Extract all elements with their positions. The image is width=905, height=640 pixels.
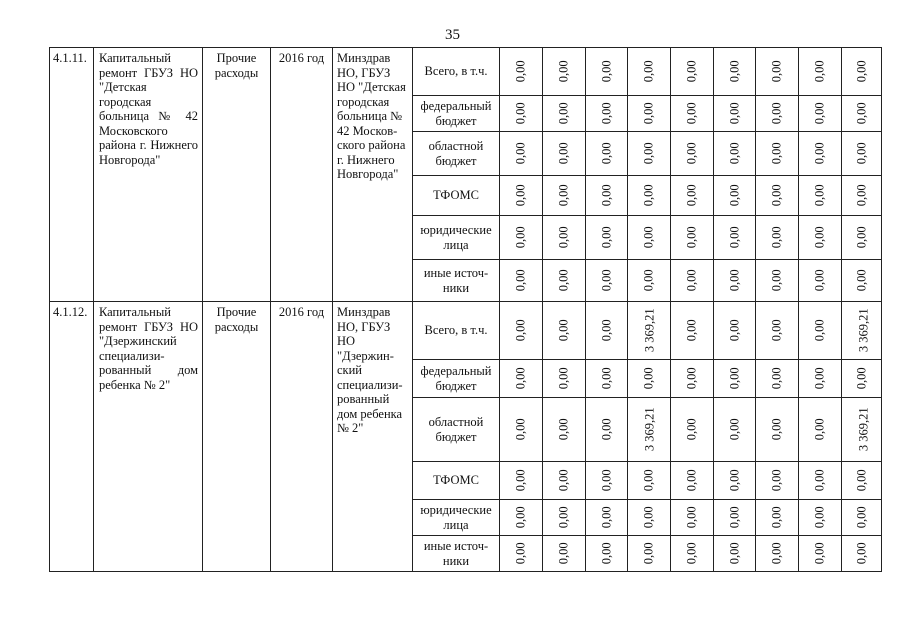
amount-value: 0,00 — [684, 60, 699, 83]
amount-value: 0,00 — [854, 226, 869, 249]
page-number: 35 — [445, 27, 460, 43]
amount-value: 0,00 — [641, 269, 656, 292]
amount-cell — [628, 48, 671, 96]
amount-cell — [628, 176, 671, 216]
amount-value: 0,00 — [769, 102, 784, 125]
amount-cell — [714, 360, 756, 398]
amount-cell — [842, 132, 882, 176]
amount-value: 0,00 — [812, 102, 827, 125]
amount-value: 0,00 — [556, 469, 571, 492]
amount-cell — [586, 398, 628, 462]
amount-value: 0,00 — [727, 142, 742, 165]
amount-cell — [842, 360, 882, 398]
amount-value: 0,00 — [599, 418, 614, 441]
amount-cell — [543, 462, 586, 500]
amount-value: 0,00 — [556, 367, 571, 390]
amount-cell — [671, 302, 714, 360]
amount-cell — [756, 462, 799, 500]
amount-value: 0,00 — [641, 60, 656, 83]
amount-value: 0,00 — [854, 269, 869, 292]
amount-cell — [586, 462, 628, 500]
amount-cell — [756, 500, 799, 536]
row-number: 4.1.12. — [50, 302, 94, 572]
amount-value: 0,00 — [513, 367, 528, 390]
activity-name: Капитальный ремонт ГБУЗ НО "Дзержинский специализи-рованный дом ребенка № 2" — [94, 302, 203, 572]
amount-value: 0,00 — [513, 226, 528, 249]
amount-value: 0,00 — [684, 418, 699, 441]
amount-value: 0,00 — [854, 102, 869, 125]
amount-cell — [799, 302, 842, 360]
amount-value: 0,00 — [641, 367, 656, 390]
amount-cell — [500, 216, 543, 260]
amount-cell — [586, 360, 628, 398]
amount-cell — [628, 360, 671, 398]
amount-value: 0,00 — [556, 319, 571, 342]
funding-source-label: Всего, в т.ч. — [413, 48, 500, 96]
table-row — [50, 48, 882, 96]
amount-cell — [799, 48, 842, 96]
amount-cell — [543, 536, 586, 572]
amount-cell — [543, 302, 586, 360]
amount-value: 0,00 — [513, 60, 528, 83]
amount-cell — [842, 216, 882, 260]
amount-cell — [628, 398, 671, 462]
funding-source-label: иные источ-ники — [413, 536, 500, 572]
amount-value: 0,00 — [769, 226, 784, 249]
amount-cell — [842, 48, 882, 96]
amount-cell — [714, 48, 756, 96]
amount-cell — [756, 536, 799, 572]
amount-value: 0,00 — [684, 269, 699, 292]
amount-value: 0,00 — [684, 319, 699, 342]
amount-cell — [714, 176, 756, 216]
amount-value: 0,00 — [727, 506, 742, 529]
amount-value: 0,00 — [641, 142, 656, 165]
amount-cell — [756, 96, 799, 132]
amount-value: 0,00 — [854, 60, 869, 83]
amount-cell — [671, 536, 714, 572]
amount-cell — [586, 48, 628, 96]
amount-value: 0,00 — [513, 418, 528, 441]
amount-cell — [500, 462, 543, 500]
amount-cell — [543, 360, 586, 398]
amount-value: 0,00 — [599, 542, 614, 565]
amount-cell — [628, 132, 671, 176]
funding-source-label: юридические лица — [413, 216, 500, 260]
row-number: 4.1.11. — [50, 48, 94, 302]
amount-cell — [756, 48, 799, 96]
amount-cell — [543, 48, 586, 96]
amount-cell — [842, 302, 882, 360]
amount-value: 0,00 — [599, 506, 614, 529]
amount-value: 0,00 — [769, 542, 784, 565]
funding-source-label: Всего, в т.ч. — [413, 302, 500, 360]
table-row — [50, 302, 882, 360]
amount-value: 0,00 — [641, 102, 656, 125]
amount-cell — [500, 96, 543, 132]
amount-cell — [714, 462, 756, 500]
amount-cell — [500, 500, 543, 536]
funding-source-label: юридические лица — [413, 500, 500, 536]
amount-cell — [799, 500, 842, 536]
amount-cell — [671, 176, 714, 216]
amount-cell — [500, 48, 543, 96]
amount-value: 0,00 — [684, 142, 699, 165]
amount-cell — [714, 536, 756, 572]
amount-cell — [714, 260, 756, 302]
amount-cell — [842, 96, 882, 132]
amount-value: 0,00 — [513, 142, 528, 165]
amount-value: 0,00 — [641, 506, 656, 529]
amount-value: 0,00 — [556, 269, 571, 292]
amount-value: 0,00 — [812, 506, 827, 529]
amount-cell — [799, 96, 842, 132]
amount-cell — [671, 260, 714, 302]
funding-source-label: ТФОМС — [413, 462, 500, 500]
amount-cell — [628, 260, 671, 302]
amount-value: 0,00 — [599, 184, 614, 207]
amount-value: 0,00 — [599, 269, 614, 292]
amount-cell — [671, 360, 714, 398]
amount-cell — [799, 260, 842, 302]
amount-cell — [714, 132, 756, 176]
funding-source-label: ТФОМС — [413, 176, 500, 216]
amount-value: 0,00 — [727, 269, 742, 292]
amount-value: 0,00 — [854, 184, 869, 207]
amount-cell — [586, 500, 628, 536]
amount-cell — [799, 536, 842, 572]
amount-cell — [799, 462, 842, 500]
amount-value: 3 369,21 — [642, 407, 657, 452]
amount-cell — [799, 360, 842, 398]
amount-value: 0,00 — [854, 506, 869, 529]
amount-value: 0,00 — [641, 542, 656, 565]
amount-value: 0,00 — [556, 184, 571, 207]
amount-value: 0,00 — [854, 469, 869, 492]
amount-cell — [628, 216, 671, 260]
amount-value: 0,00 — [727, 367, 742, 390]
amount-cell — [543, 176, 586, 216]
amount-value: 0,00 — [556, 542, 571, 565]
amount-value: 0,00 — [513, 269, 528, 292]
amount-value: 0,00 — [812, 542, 827, 565]
amount-value: 0,00 — [769, 319, 784, 342]
amount-cell — [500, 176, 543, 216]
amount-cell — [543, 260, 586, 302]
amount-value: 0,00 — [812, 184, 827, 207]
amount-value: 0,00 — [513, 469, 528, 492]
amount-value: 0,00 — [599, 319, 614, 342]
amount-cell — [756, 176, 799, 216]
amount-cell — [799, 176, 842, 216]
amount-value: 0,00 — [769, 367, 784, 390]
amount-cell — [714, 302, 756, 360]
amount-value: 0,00 — [513, 542, 528, 565]
amount-cell — [586, 302, 628, 360]
amount-value: 0,00 — [684, 506, 699, 529]
amount-cell — [714, 398, 756, 462]
amount-value: 0,00 — [684, 542, 699, 565]
amount-value: 0,00 — [556, 506, 571, 529]
amount-cell — [799, 398, 842, 462]
amount-cell — [756, 398, 799, 462]
amount-value: 0,00 — [599, 142, 614, 165]
executor-cell: Минздрав НО, ГБУЗ НО "Детская городская больница № 42 Москов-ского района г. Нижнего Новгорода" — [333, 48, 413, 302]
amount-cell — [799, 132, 842, 176]
amount-cell — [756, 132, 799, 176]
amount-cell — [586, 176, 628, 216]
amount-cell — [586, 132, 628, 176]
amount-cell — [586, 216, 628, 260]
funding-source-label: федеральный бюджет — [413, 96, 500, 132]
amount-value: 0,00 — [556, 60, 571, 83]
amount-cell — [586, 536, 628, 572]
amount-value: 0,00 — [641, 184, 656, 207]
amount-cell — [714, 216, 756, 260]
amount-cell — [628, 462, 671, 500]
amount-value: 0,00 — [556, 418, 571, 441]
amount-value: 0,00 — [641, 469, 656, 492]
amount-cell — [586, 260, 628, 302]
amount-value: 0,00 — [812, 226, 827, 249]
amount-value: 0,00 — [769, 184, 784, 207]
amount-value: 0,00 — [727, 184, 742, 207]
amount-cell — [543, 216, 586, 260]
amount-value: 0,00 — [769, 60, 784, 83]
amount-cell — [628, 96, 671, 132]
amount-value: 0,00 — [513, 319, 528, 342]
amount-cell — [628, 302, 671, 360]
activity-name: Капитальный ремонт ГБУЗ НО "Детская городская больница № 42 Московского района г. Нижнего Новгорода" — [94, 48, 203, 302]
amount-cell — [756, 216, 799, 260]
amount-cell — [842, 260, 882, 302]
amount-value: 0,00 — [812, 60, 827, 83]
amount-value: 0,00 — [727, 60, 742, 83]
amount-value: 0,00 — [513, 506, 528, 529]
amount-value: 0,00 — [599, 226, 614, 249]
amount-value: 0,00 — [854, 367, 869, 390]
amount-value: 0,00 — [599, 102, 614, 125]
amount-cell — [671, 216, 714, 260]
amount-cell — [543, 500, 586, 536]
amount-value: 0,00 — [556, 142, 571, 165]
amount-cell — [500, 360, 543, 398]
amount-cell — [500, 536, 543, 572]
amount-value: 0,00 — [513, 102, 528, 125]
amount-value: 0,00 — [769, 506, 784, 529]
funding-source-label: иные источ-ники — [413, 260, 500, 302]
amount-cell — [714, 96, 756, 132]
amount-value: 0,00 — [812, 469, 827, 492]
amount-value: 0,00 — [727, 226, 742, 249]
amount-cell — [756, 360, 799, 398]
amount-value: 3 369,21 — [642, 308, 657, 353]
amount-value: 0,00 — [684, 226, 699, 249]
amount-value: 0,00 — [727, 418, 742, 441]
amount-value: 0,00 — [684, 469, 699, 492]
amount-cell — [756, 302, 799, 360]
amount-cell — [671, 398, 714, 462]
amount-cell — [756, 260, 799, 302]
year-cell: 2016 год — [271, 302, 333, 572]
amount-cell — [671, 462, 714, 500]
amount-value: 0,00 — [727, 319, 742, 342]
amount-cell — [500, 260, 543, 302]
amount-cell — [543, 132, 586, 176]
amount-value: 0,00 — [812, 367, 827, 390]
amount-cell — [543, 398, 586, 462]
amount-value: 0,00 — [556, 102, 571, 125]
amount-value: 0,00 — [599, 60, 614, 83]
amount-cell — [543, 96, 586, 132]
amount-value: 0,00 — [599, 469, 614, 492]
amount-cell — [628, 500, 671, 536]
funding-source-label: областной бюджет — [413, 398, 500, 462]
amount-value: 0,00 — [769, 142, 784, 165]
amount-value: 0,00 — [769, 269, 784, 292]
amount-cell — [671, 96, 714, 132]
amount-cell — [671, 48, 714, 96]
funding-source-label: федеральный бюджет — [413, 360, 500, 398]
amount-cell — [500, 302, 543, 360]
amount-cell — [671, 500, 714, 536]
expense-type: Прочие расходы — [203, 302, 271, 572]
amount-value: 0,00 — [556, 226, 571, 249]
amount-cell — [714, 500, 756, 536]
amount-cell — [500, 132, 543, 176]
amount-value: 0,00 — [599, 367, 614, 390]
expense-type: Прочие расходы — [203, 48, 271, 302]
amount-value: 0,00 — [513, 184, 528, 207]
amount-value: 0,00 — [854, 542, 869, 565]
amount-cell — [500, 398, 543, 462]
amount-value: 3 369,21 — [856, 308, 871, 353]
amount-value: 0,00 — [727, 542, 742, 565]
budget-table — [49, 47, 882, 572]
amount-value: 0,00 — [684, 184, 699, 207]
amount-value: 0,00 — [684, 367, 699, 390]
amount-value: 0,00 — [727, 469, 742, 492]
amount-cell — [842, 500, 882, 536]
amount-value: 0,00 — [812, 269, 827, 292]
amount-value: 0,00 — [812, 319, 827, 342]
amount-value: 3 369,21 — [856, 407, 871, 452]
amount-value: 0,00 — [727, 102, 742, 125]
amount-value: 0,00 — [854, 142, 869, 165]
amount-cell — [842, 462, 882, 500]
amount-cell — [799, 216, 842, 260]
amount-cell — [842, 398, 882, 462]
amount-cell — [628, 536, 671, 572]
amount-cell — [586, 96, 628, 132]
amount-cell — [842, 536, 882, 572]
amount-value: 0,00 — [641, 226, 656, 249]
amount-value: 0,00 — [812, 418, 827, 441]
amount-value: 0,00 — [812, 142, 827, 165]
year-cell: 2016 год — [271, 48, 333, 302]
amount-cell — [842, 176, 882, 216]
amount-value: 0,00 — [684, 102, 699, 125]
executor-cell: Минздрав НО, ГБУЗ НО "Дзержин-ский специализи-рованный дом ребенка № 2" — [333, 302, 413, 572]
amount-value: 0,00 — [769, 469, 784, 492]
amount-cell — [671, 132, 714, 176]
funding-source-label: областной бюджет — [413, 132, 500, 176]
amount-value: 0,00 — [769, 418, 784, 441]
